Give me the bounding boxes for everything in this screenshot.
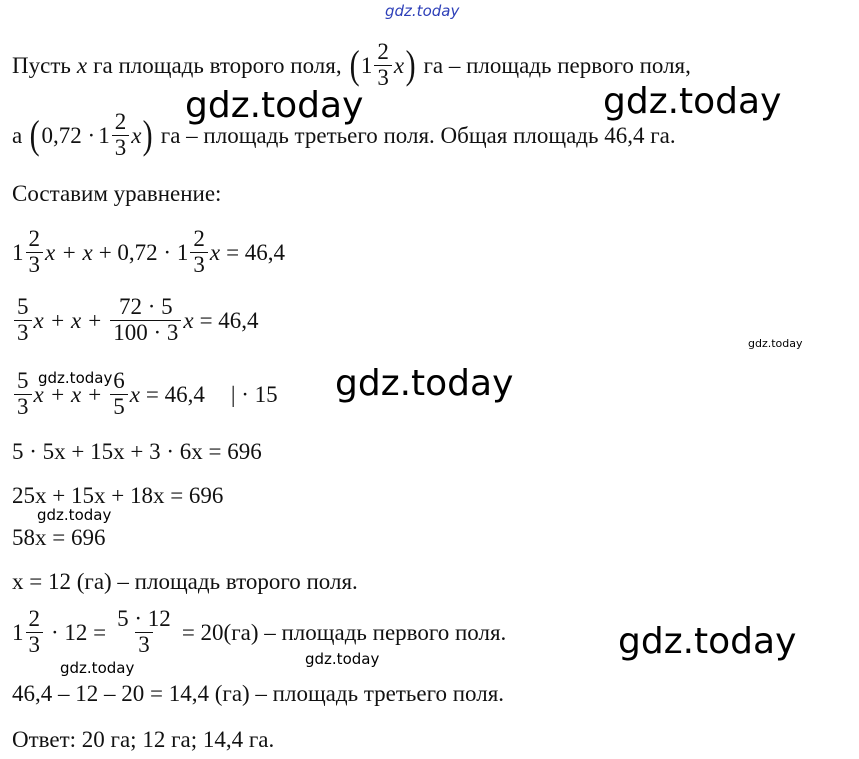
watermark: gdz.today [38,369,113,387]
equation-9: 46,4 – 12 – 20 = 14,4 (га) – площадь третьего поля. [12,680,505,706]
paren-open: ( [29,112,40,157]
equation-1: 1 $\frac{2}{3}$ x + x + 0,72 · 1 $\frac{2}{3}$ x = 46,4 [12,226,286,277]
equation-3: $\frac{5}{3}$ x + x + $\frac{6}{5}$ x = 46,4 | · 15 [12,368,851,420]
variable: x [76,52,88,78]
paren-close: ) [143,112,154,157]
watermark: gdz.today [37,506,112,524]
variable: x [393,52,405,78]
equation-6: 58x = 696 [12,524,106,550]
paren-close: ) [405,42,416,87]
watermark: gdz.today [305,650,380,668]
coefficient: 0,72 · [41,122,96,148]
fraction: $\frac{5 \cdot 12}{3}$ [117,606,171,657]
paren-open: ( [349,42,360,87]
watermark: gdz.today [603,81,782,122]
fraction: $\frac{5}{3}$ [14,369,32,418]
text: га – площадь первого поля, [423,52,691,78]
fraction: $\frac{5}{3}$ [14,295,32,344]
equation-2: $\frac{5}{3}$ x + x + $\frac{72 \cdot 5}{100 \cdot 3}$ x = 46,4 [12,294,851,346]
equation-4: 5 · 5x + 15x + 3 · 6x = 696 [12,438,262,464]
watermark: gdz.today [185,85,364,126]
intro-line-2 [12,109,851,160]
compose-heading [12,180,851,206]
fraction: $\frac{2}{3}$ [26,227,44,276]
text: га площадь второго поля, [93,52,342,78]
text: Составим уравнение: [12,180,222,206]
watermark: gdz.today [618,621,797,662]
watermark: gdz.today [60,659,135,677]
equation-8: 1 $\frac{2}{3}$ · 12 = $\frac{5 \cdot 12}{3}$ = 20(га) – площадь первого поля. [12,606,507,657]
watermark: gdz.today [335,363,514,404]
watermark-top: gdz.today [385,2,460,20]
text: га – площадь третьего поля. Общая площадь 46,4 га. [160,122,676,148]
equation-5: 25x + 15x + 18x = 696 [12,482,224,508]
fraction: $\frac{2}{3}$ [112,110,130,159]
intro-line-1 [12,39,851,90]
mixed-whole: 1 [360,52,373,78]
equation-7: x = 12 (га) – площадь второго поля. [12,568,358,594]
watermark: gdz.today [748,337,803,350]
fraction: $\frac{72 \cdot 5}{100 \cdot 3}$ [110,295,181,344]
text: Пусть [12,52,71,78]
fraction: $\frac{2}{3}$ [26,607,44,656]
variable: x [131,122,142,148]
text: а [12,122,23,148]
answer: Ответ: 20 га; 12 га; 14,4 га. [12,726,275,752]
fraction: $\frac{2}{3}$ [190,227,208,276]
fraction: $\frac{2}{3}$ [374,40,392,89]
mixed-whole: 1 [98,122,110,148]
fraction: $\frac{6}{5}$ [110,369,128,418]
